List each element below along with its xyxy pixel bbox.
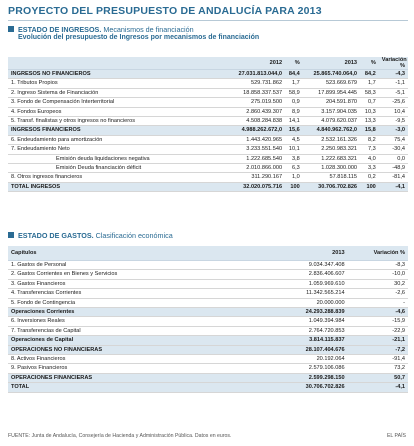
cell-value: 58,9 xyxy=(285,88,303,97)
cell-value: 1.049.394.984 xyxy=(231,317,348,326)
cell-value: -4,1 xyxy=(348,383,408,392)
table-row xyxy=(8,317,408,326)
cell-value: 2.010.866.000 xyxy=(231,164,285,173)
ingresos-subheading: Evolución del presupuesto de Ingresos por mecanismos de financiación xyxy=(18,34,260,41)
cell-value: -4,3 xyxy=(379,70,408,79)
table-row xyxy=(8,79,408,88)
cell-value: -4,6 xyxy=(348,308,408,317)
row-label: 8. Otros ingresos financieros xyxy=(8,173,231,182)
cell-value: 30.706.702.826 xyxy=(231,383,348,392)
cell-value: 2.250.983.321 xyxy=(303,145,360,154)
cell-value: 7,3 xyxy=(360,145,379,154)
row-label: 1. Tributos Propios xyxy=(8,79,231,88)
cell-value: 25.865.740.064,0 xyxy=(303,70,360,79)
cell-value: 1,7 xyxy=(285,79,303,88)
row-label: 1. Gastos de Personal xyxy=(8,261,231,270)
page-title: PROYECTO DEL PRESUPUESTO DE ANDALUCÍA PARA 2013 xyxy=(8,5,322,17)
cell-value: -3,0 xyxy=(379,126,408,135)
cell-value: 6,3 xyxy=(285,164,303,173)
row-label: 5. Fondo de Contingencia xyxy=(8,298,231,307)
cell-value: 100 xyxy=(360,182,379,191)
cell-value: 75,4 xyxy=(379,135,408,144)
table-row xyxy=(8,308,408,317)
cell-value: 2.532.161.326 xyxy=(303,135,360,144)
cell-value: - xyxy=(348,298,408,307)
cell-value: 18.858.337.537 xyxy=(231,88,285,97)
row-label: INGRESOS FINANCIEROS xyxy=(8,126,231,135)
table-row xyxy=(8,373,408,382)
cell-value: 17.899.954.445 xyxy=(303,88,360,97)
row-label: 2. Ingreso Sistema de Financiación xyxy=(8,88,231,97)
cell-value: 2.579.106.086 xyxy=(231,364,348,373)
row-label: INGRESOS NO FINANCIEROS xyxy=(8,70,231,79)
gastos-heading: ESTADO DE GASTOS. Clasificación económica xyxy=(8,231,173,240)
row-label: Emisión deuda liquidaciones negativa xyxy=(8,154,231,163)
cell-value: 2.764.720.853 xyxy=(231,326,348,335)
table-row xyxy=(8,88,408,97)
cell-value: -30,4 xyxy=(379,145,408,154)
cell-value: 3.157.904.035 xyxy=(303,107,360,116)
cell-value: 57.818.115 xyxy=(303,173,360,182)
row-label: 4. Fondos Europeos xyxy=(8,107,231,116)
cell-value: 13,3 xyxy=(360,117,379,126)
cell-value: 15,8 xyxy=(360,126,379,135)
cell-value: 0,9 xyxy=(285,98,303,107)
cell-value: 9.034.347.408 xyxy=(231,261,348,270)
row-label: 2. Gastos Corrientes en Bienes y Servicios xyxy=(8,270,231,279)
cell-value: 1.028.300.000 xyxy=(303,164,360,173)
cell-value: 58,3 xyxy=(360,88,379,97)
row-label: Operaciones de Capital xyxy=(8,336,231,345)
cell-value: 523.669.679 xyxy=(303,79,360,88)
cell-value: 1.059.969.610 xyxy=(231,279,348,288)
column-header: Capítulos xyxy=(8,246,231,261)
row-label: 9. Pasivos Financieros xyxy=(8,364,231,373)
cell-value: 24.293.288.839 xyxy=(231,308,348,317)
cell-value: 73,2 xyxy=(348,364,408,373)
cell-value: -2,6 xyxy=(348,289,408,298)
cell-value: 2.599.298.150 xyxy=(231,373,348,382)
cell-value: 100 xyxy=(285,182,303,191)
cell-value: 84,4 xyxy=(285,70,303,79)
row-label: 6. Endeudamiento para amortización xyxy=(8,135,231,144)
cell-value: 0,0 xyxy=(379,154,408,163)
table-row xyxy=(8,326,408,335)
cell-value: 1,7 xyxy=(360,79,379,88)
cell-value: 1.222.685.540 xyxy=(231,154,285,163)
table-row xyxy=(8,289,408,298)
cell-value: -10,0 xyxy=(348,270,408,279)
cell-value: 4.079.620.037 xyxy=(303,117,360,126)
cell-value: 10,4 xyxy=(379,107,408,116)
cell-value: 204.591.870 xyxy=(303,98,360,107)
cell-value: -8,3 xyxy=(348,261,408,270)
cell-value: 0,7 xyxy=(360,98,379,107)
cell-value: 4.840.962.762,0 xyxy=(303,126,360,135)
table-row xyxy=(8,261,408,270)
row-label: TOTAL INGRESOS xyxy=(8,182,231,191)
row-label: OPERACIONES FINANCIERAS xyxy=(8,373,231,382)
table-row xyxy=(8,383,408,392)
column-header: 2013 xyxy=(303,57,360,70)
cell-value: -1,1 xyxy=(379,79,408,88)
cell-value: 30.706.702.826 xyxy=(303,182,360,191)
cell-value: 4.508.284.838 xyxy=(231,117,285,126)
cell-value: 10,3 xyxy=(360,107,379,116)
table-header-row xyxy=(8,57,408,70)
cell-value: -21,1 xyxy=(348,336,408,345)
table-row xyxy=(8,107,408,116)
cell-value: -22,9 xyxy=(348,326,408,335)
table-row xyxy=(8,117,408,126)
cell-value: 2.860.439.307 xyxy=(231,107,285,116)
cell-value: -5,1 xyxy=(379,88,408,97)
cell-value: 32.020.075.716 xyxy=(231,182,285,191)
table-header-row xyxy=(8,246,408,261)
cell-value: 27.031.813.044,0 xyxy=(231,70,285,79)
column-header: Variación % xyxy=(379,57,408,70)
cell-value: -15,9 xyxy=(348,317,408,326)
cell-value: 30,2 xyxy=(348,279,408,288)
cell-value: -91,4 xyxy=(348,355,408,364)
row-label: 4. Transferencias Corrientes xyxy=(8,289,231,298)
divider xyxy=(8,20,408,21)
table-row xyxy=(8,355,408,364)
publisher-credit: EL PAÍS xyxy=(386,433,406,439)
table-row xyxy=(8,154,408,163)
cell-value: -48,9 xyxy=(379,164,408,173)
table-row xyxy=(8,98,408,107)
cell-value: 20.192.064 xyxy=(231,355,348,364)
cell-value: 3.814.115.837 xyxy=(231,336,348,345)
table-row xyxy=(8,164,408,173)
bullet-square-icon xyxy=(8,232,14,238)
column-header: % xyxy=(285,57,303,70)
row-label: Operaciones Corrientes xyxy=(8,308,231,317)
cell-value: 8,9 xyxy=(285,107,303,116)
column-header: 2012 xyxy=(231,57,285,70)
cell-value: 529.731.862 xyxy=(231,79,285,88)
cell-value: 11.342.565.214 xyxy=(231,289,348,298)
row-label: TOTAL xyxy=(8,383,231,392)
cell-value: 14,1 xyxy=(285,117,303,126)
row-label: 8. Activos Financieros xyxy=(8,355,231,364)
row-label: 3. Fondo de Compensación Interterritorial xyxy=(8,98,231,107)
cell-value: 50,7 xyxy=(348,373,408,382)
bullet-square-icon xyxy=(8,26,14,32)
cell-value: 3,3 xyxy=(360,164,379,173)
column-header: 2013 xyxy=(231,246,348,261)
cell-value: -7,2 xyxy=(348,345,408,354)
ingresos-table xyxy=(8,57,408,192)
table-row xyxy=(8,145,408,154)
row-label: OPERACIONES NO FINANCIERAS xyxy=(8,345,231,354)
cell-value: 84,2 xyxy=(360,70,379,79)
cell-value: 10,1 xyxy=(285,145,303,154)
table-row xyxy=(8,345,408,354)
table-row xyxy=(8,126,408,135)
cell-value: 4.988.262.672,0 xyxy=(231,126,285,135)
table-row xyxy=(8,173,408,182)
row-label: 6. Inversiones Reales xyxy=(8,317,231,326)
table-row xyxy=(8,298,408,307)
column-header xyxy=(8,57,231,70)
footer-source-note: FUENTE: Junta de Andalucía, Consejería de Hacienda y Administración Pública. Datos en euros. xyxy=(8,433,232,439)
table-row xyxy=(8,70,408,79)
table-row xyxy=(8,135,408,144)
cell-value: 2.836.406.607 xyxy=(231,270,348,279)
cell-value: 15,6 xyxy=(285,126,303,135)
row-label: 5. Transf. finalistas y otros ingresos no financieros xyxy=(8,117,231,126)
cell-value: 3,8 xyxy=(285,154,303,163)
table-row xyxy=(8,364,408,373)
cell-value: -81,4 xyxy=(379,173,408,182)
cell-value: 275.019.500 xyxy=(231,98,285,107)
cell-value: 311.290.167 xyxy=(231,173,285,182)
cell-value: 28.107.404.676 xyxy=(231,345,348,354)
cell-value: 20.000.000 xyxy=(231,298,348,307)
row-label: 3. Gastos Financieros xyxy=(8,279,231,288)
cell-value: 8,2 xyxy=(360,135,379,144)
row-label: Emisión Deuda financiación déficit xyxy=(8,164,231,173)
cell-value: 1,0 xyxy=(285,173,303,182)
cell-value: -4,1 xyxy=(379,182,408,191)
row-label: 7. Transferencias de Capital xyxy=(8,326,231,335)
table-row xyxy=(8,336,408,345)
cell-value: 1.222.683.321 xyxy=(303,154,360,163)
cell-value: 1.443.420.965 xyxy=(231,135,285,144)
cell-value: -25,6 xyxy=(379,98,408,107)
cell-value: -9,5 xyxy=(379,117,408,126)
table-row xyxy=(8,270,408,279)
cell-value: 4,0 xyxy=(360,154,379,163)
column-header: % xyxy=(360,57,379,70)
row-label: 7. Endeudamiento Neto xyxy=(8,145,231,154)
cell-value: 3.233.551.540 xyxy=(231,145,285,154)
ingresos-heading: ESTADO DE INGRESOS. Mecanismos de financiación xyxy=(8,25,194,34)
cell-value: 4,5 xyxy=(285,135,303,144)
table-row xyxy=(8,182,408,191)
column-header: Variación % xyxy=(348,246,408,261)
gastos-table xyxy=(8,246,408,393)
cell-value: 0,2 xyxy=(360,173,379,182)
table-row xyxy=(8,279,408,288)
